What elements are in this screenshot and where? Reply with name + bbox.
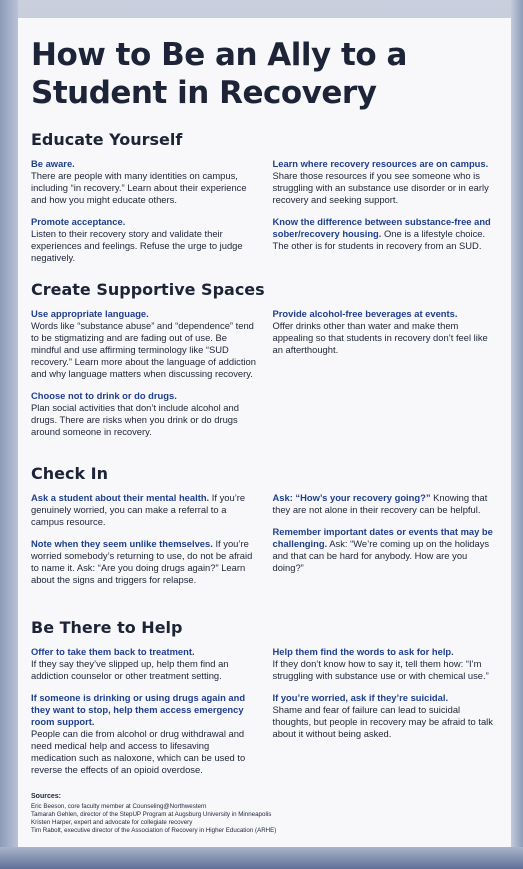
tip-item (273, 158, 499, 206)
tip-body (273, 492, 499, 516)
tip-item (31, 646, 257, 682)
section-title: Check In (31, 464, 109, 483)
source-line: Tamarah Gehlen, director of the StepUP Program at Augsburg University in Minneapolis (31, 811, 272, 818)
section-title: Create Supportive Spaces (31, 280, 265, 299)
tip-body: Plan social activities that don’t include alcohol and drugs. There are risks when you drink or do drugs around someone in recovery. (31, 402, 239, 437)
tip-item (31, 158, 257, 206)
tip-heading: If you’re worried, ask if they’re suicidal. (272, 692, 449, 703)
tip-heading: Remember important dates or events that may be challenging. (272, 526, 493, 549)
tip-body: If they say they’ve slipped up, help them find an addiction counselor or other treatment setting. (31, 658, 229, 681)
tip-heading: Offer to take them back to treatment. (31, 646, 195, 657)
tip-body (31, 492, 257, 528)
source-line: Tim Rabolt, executive director of the Association of Recovery in Higher Education (ARHE) (31, 827, 277, 834)
tip-heading: Note when they seem unlike themselves. (31, 538, 213, 549)
tip-item (273, 216, 499, 252)
tip-body: There are people with many identities on campus, including “in recovery.” Learn about their experience and how you might educate others. (31, 170, 247, 205)
tip-text: Knowing that they are not alone in their recovery can be helpful. (272, 492, 488, 515)
title-line-2: Student in Recovery (31, 75, 377, 111)
section-check-in (31, 464, 498, 596)
tip-item (31, 308, 257, 380)
section-create-supportive-spaces (31, 280, 498, 448)
title-line-1: How to Be an Ally to a (31, 37, 407, 73)
tip-text: One is a lifestyle choice. The other is for students in recovery from an SUD. (272, 228, 486, 251)
tip-item (31, 492, 257, 528)
tip-text: If you’re worried somebody’s returning to use, do not be afraid to name it. Ask: “Are you doing drugs again?” Learn about the signs and triggers for relapse. (31, 538, 253, 585)
section-title: Educate Yourself (31, 130, 183, 149)
sources-heading: Sources: (31, 793, 61, 800)
tip-body (273, 526, 499, 574)
tip-body: Listen to their recovery story and validate their experiences and feelings. Refuse the urge to judge negatively. (31, 228, 243, 263)
section-columns (31, 492, 498, 596)
right-column (273, 308, 499, 448)
tip-item (273, 646, 499, 682)
tip-heading: Ask a student about their mental health. (31, 492, 210, 503)
tip-heading: Promote acceptance. (31, 216, 126, 227)
tip-body: People can die from alcohol or drug withdrawal and need medical help and access to lifesaving medication such as naloxone, which can be used to reverse the effects of an opioid overdose. (31, 728, 246, 775)
sources (31, 792, 498, 835)
tip-text: Ask: “We’re coming up on the holidays and that can be hard for anybody. How are you doing?” (272, 538, 490, 573)
tip-heading: Help them find the words to ask for help. (272, 646, 454, 657)
tip-item (273, 526, 499, 574)
left-column (31, 308, 257, 448)
source-line: Eric Beeson, core faculty member at Counseling@Northwestern (31, 803, 207, 810)
tip-item (31, 538, 257, 586)
tip-text: If you’re genuinely worried, you can make a referral to a campus resource. (31, 492, 246, 527)
background-bottom-edge (0, 847, 523, 869)
section-be-there-to-help (31, 618, 498, 786)
tip-item (273, 308, 499, 356)
page-title (31, 36, 498, 112)
source-line: Kristen Harper, expert and advocate for collegiate recovery (31, 819, 193, 826)
section-columns (31, 158, 498, 274)
right-column (273, 158, 499, 274)
left-column (31, 646, 257, 786)
left-column (31, 158, 257, 274)
section-title: Be There to Help (31, 618, 183, 637)
tip-heading: Ask: “How’s your recovery going?” (272, 492, 431, 503)
tip-body (31, 538, 257, 586)
section-columns (31, 646, 498, 786)
tip-body: Words like “substance abuse” and “dependence” tend to be stigmatizing and are fading out of use. Be mindful and use affirming terminology like “SUD recovery.” Learn more about the language of addiction and why language matters when discussing recovery. (31, 320, 256, 379)
tip-item (273, 492, 499, 516)
tip-item (273, 692, 499, 740)
tip-body: Share those resources if you see someone who is struggling with an substance use disorder or in early recovery and seeking support. (272, 170, 489, 205)
poster-card (18, 18, 511, 847)
left-column (31, 492, 257, 596)
tip-heading: Choose not to drink or do drugs. (31, 390, 177, 401)
tip-item (31, 216, 257, 264)
background-right-edge (511, 0, 523, 869)
tip-item (31, 692, 257, 776)
tip-heading: Be aware. (31, 158, 75, 169)
section-educate-yourself (31, 130, 498, 274)
right-column (273, 492, 499, 596)
section-columns (31, 308, 498, 448)
tip-body (273, 216, 499, 252)
tip-heading: Learn where recovery resources are on campus. (272, 158, 489, 169)
tip-body: Shame and fear of failure can lead to suicidal thoughts, but people in recovery may be afraid to talk about it without being asked. (272, 704, 493, 739)
tip-body: Offer drinks other than water and make them appealing so that students in recovery don’t feel like an afterthought. (272, 320, 488, 355)
tip-item (31, 390, 257, 438)
tip-heading: Provide alcohol-free beverages at events. (272, 308, 458, 319)
tip-heading: If someone is drinking or using drugs again and they want to stop, help them access emergency room support. (31, 692, 246, 727)
tip-heading: Use appropriate language. (31, 308, 149, 319)
tip-body: If they don’t know how to say it, tell them how: “I’m struggling with substance use or with chemical use.” (272, 658, 489, 681)
right-column (273, 646, 499, 786)
background-left-edge (0, 0, 18, 869)
tip-heading: Know the difference between substance-free and sober/recovery housing. (272, 216, 491, 239)
